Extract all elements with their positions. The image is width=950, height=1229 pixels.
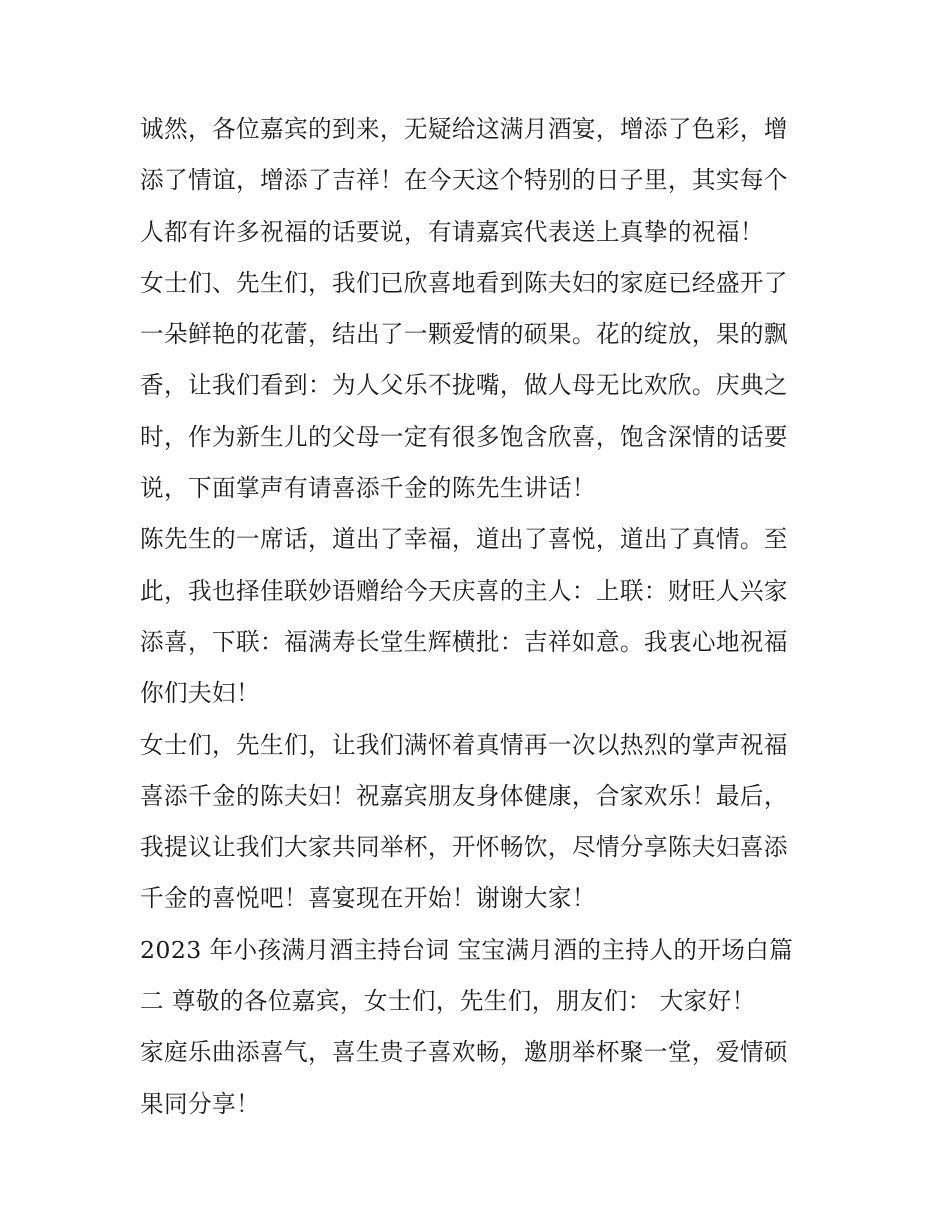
text-line: 家庭乐曲添喜气，喜生贵子喜欢畅，邀朋举杯聚一堂，爱情硕: [140, 1038, 788, 1067]
text-line: 添了情谊，增添了吉祥！在今天这个特别的日子里，其实每个: [140, 166, 788, 195]
text-line: 我提议让我们大家共同举杯，开怀畅饮，尽情分享陈夫妇喜添: [140, 833, 788, 862]
text-line: 人都有许多祝福的话要说，有请嘉宾代表送上真挚的祝福！: [140, 217, 764, 246]
text-line: 说，下面掌声有请喜添千金的陈先生讲话！: [140, 474, 596, 503]
text-line: 千金的喜悦吧！喜宴现在开始！谢谢大家！: [140, 884, 596, 913]
text-line: 二 尊敬的各位嘉宾，女士们，先生们，朋友们： 大家好！: [140, 987, 756, 1016]
text-line: 香，让我们看到：为人父乐不拢嘴，做人母无比欢欣。庆典之: [140, 371, 788, 400]
text-line: 时，作为新生儿的父母一定有很多饱含欣喜，饱含深情的话要: [140, 422, 788, 451]
text-line: 添喜，下联：福满寿长堂生辉横批：吉祥如意。我衷心地祝福: [140, 627, 788, 656]
text-line: 喜添千金的陈夫妇！祝嘉宾朋友身体健康，合家欢乐！最后，: [140, 781, 788, 810]
text-line: 诚然，各位嘉宾的到来，无疑给这满月酒宴，增添了色彩，增: [140, 115, 788, 143]
text-line: 一朵鲜艳的花蕾，结出了一颗爱情的硕果。花的绽放，果的飘: [140, 320, 788, 349]
document-body: [140, 104, 815, 1130]
section-heading: 2023 年小孩满月酒主持台词 宝宝满月酒的主持人的开场白篇: [140, 935, 794, 964]
text-line: 陈先生的一席话，道出了幸福，道出了喜悦，道出了真情。至: [140, 525, 788, 554]
text-line: 你们夫妇！: [140, 679, 260, 708]
text-line: 果同分享！: [140, 1089, 260, 1118]
text-line: 女士们，先生们，让我们满怀着真情再一次以热烈的掌声祝福: [140, 730, 788, 759]
text-line: 女士们、先生们，我们已欣喜地看到陈夫妇的家庭已经盛开了: [140, 268, 788, 297]
text-line: 此，我也择佳联妙语赠给今天庆喜的主人：上联：财旺人兴家: [140, 576, 788, 605]
